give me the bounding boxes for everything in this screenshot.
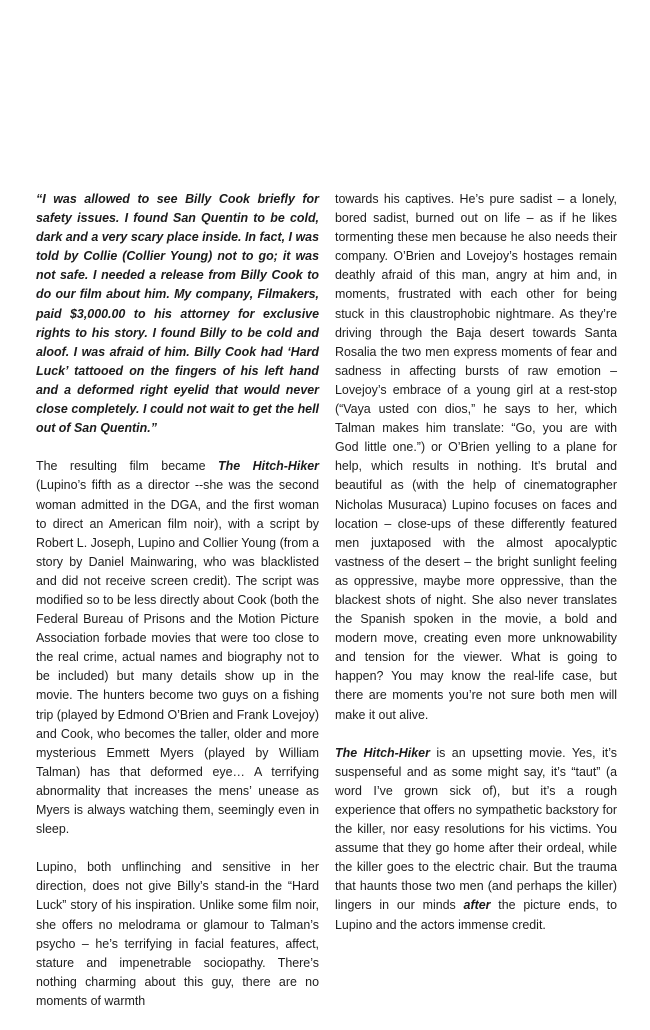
- left-column: [36, 190, 319, 1030]
- paragraph-conclusion: [335, 744, 617, 935]
- paragraph-text: The resulting film became: [36, 459, 219, 474]
- emphasis-word: after: [463, 898, 491, 913]
- paragraph-text: the picture ends, to Lupino and the actors immense credit.: [335, 898, 617, 932]
- paragraph-text: is an upsetting movie. Yes, it’s suspenseful and as some might say, it’s “taut” (a word I’ve grown sick of), but it’s a rough experience that offers no sympathetic backstory for the killer, nor easy resolutions for his victims. You assume that they go home after their ordeal, while the killer goes to the electric chair. But the trauma that haunts those two men (and perhaps the killer) lingers in our minds: [335, 745, 617, 913]
- paragraph-text: (Lupino’s fifth as a director --she was the second woman admitted in the DGA, and the first woman to direct an American film noir), with a script by Robert L. Joseph, Lupino and Collier Young (from a story by Daniel Mainwaring, who was blacklisted and did not receive screen credit). The script was modified so to be less directly about Cook (both the Federal Bureau of Prisons and the Motion Picture Association forbade movies that were too close to the real crime, actual names and biography not to be included) but many details show up in the movie. The hunters become two guys on a fishing trip (played by Edmond O’Brien and Frank Lovejoy) and Cook, who becomes the taller, older and more mysterious Emmett Myers (played by William Talman) has that deformed eye… A terrifying abnormality that increases the mens’ unease as Myers is always watching them, seemingly even in sleep.: [36, 478, 319, 837]
- paragraph-direction-continued: towards his captives. He’s pure sadist – a lonely, bored sadist, burned out on life – as if he likes tormenting these men because he also needs their company. O’Brien and Lovejoy’s hostages remain deathly afraid of this man, angry at him and, in moments, frustrated with each other for being stuck in this claustrophobic nightmare. As they’re driving through the Baja desert towards Santa Rosalia the two men express moments of fear and sadness in affecting bursts of raw emotion – Lovejoy’s embrace of a young girl at a rest-stop (“Vaya usted con dios,” he says to her, which Talman makes him translate: “Go, you are with God little one.”) or O’Brien yelling to a plane for help, which results in nothing. It’s brutal and beautiful as (with the help of cinematographer Nicholas Musuraca) Lupino focuses on faces and location – close-ups of these differently featured men juxtaposed with the almost apocalyptic vastness of the desert – the bright sunlight feeling as oppressive, maybe more oppressive, than the blackest shots of night. She also never translates the Spanish spoken in the movie, a bold and modern move, creating even more unknowability and tension for the viewer. What is going to happen? You may know the real-life case, but there are moments you’re not sure both men will make it out alive.: [335, 192, 617, 722]
- right-column: [335, 190, 617, 954]
- film-title: The Hitch-Hiker: [218, 459, 319, 474]
- pull-quote: “I was allowed to see Billy Cook briefly for safety issues. I found San Quentin to be cold, dark and a very scary place inside. In fact, I was told by Collie (Collier Young) not to go; it was not safe. I needed a release from Billy Cook to do our film about him. My company, Filmakers, paid $3,000.00 to his attorney for exclusive rights to his story. I found Billy to be cold and aloof. I was afraid of him. Billy Cook had ‘Hard Luck’ tattooed on the fingers of his left hand and a deformed right eyelid that would never close completely. I could not wait to get the hell out of San Quentin.”: [36, 192, 319, 436]
- paragraph-direction: Lupino, both unflinching and sensitive in her direction, does not give Billy’s stand-in the “Hard Luck” story of his inspiration. Unlike some film noir, she offers no melodrama or glamour to Talman’s psycho – he’s terrifying in facial features, affect, stature and impenetrable sociopathy. There’s nothing charming about this guy, there are no moments of warmth: [36, 860, 319, 1008]
- paragraph-film-intro: [36, 457, 319, 839]
- film-title: The Hitch-Hiker: [335, 745, 430, 760]
